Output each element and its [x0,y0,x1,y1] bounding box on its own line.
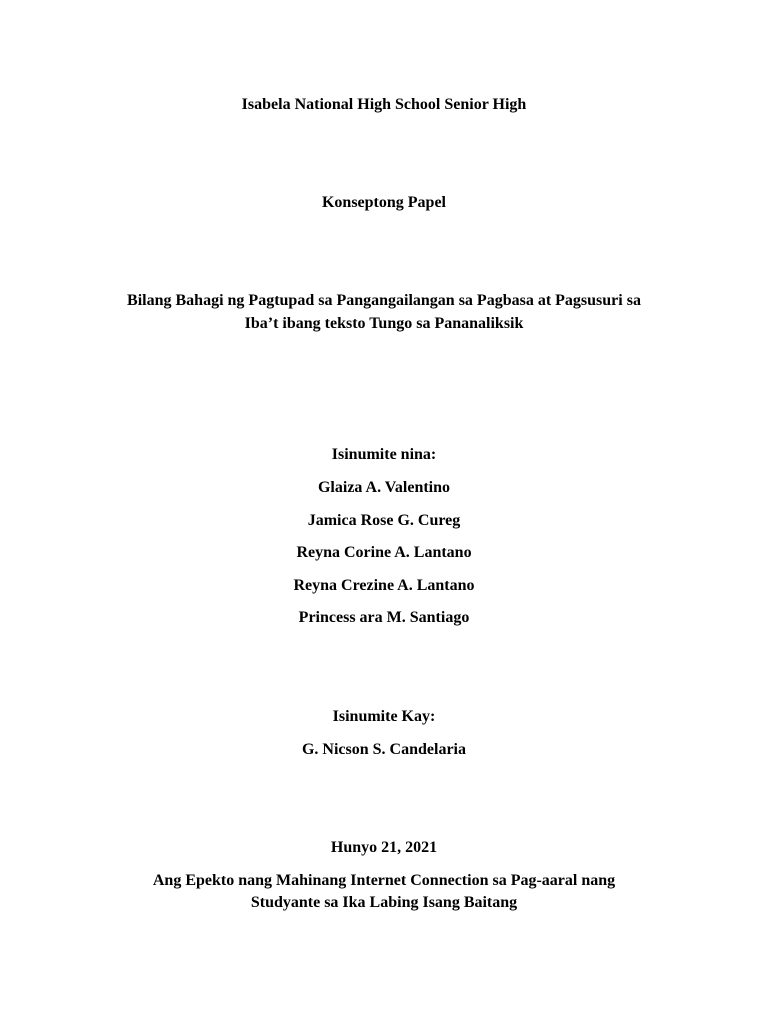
school-name: Isabela National High School Senior High [241,96,527,113]
submitted-to-label: Isinumite Kay: [332,708,436,725]
author-name: Glaiza A. Valentino [317,479,451,496]
author-name: Reyna Crezine A. Lantano [293,577,475,594]
purpose-line-2: Iba’t ibang teksto Tungo sa Pananaliksik [244,315,524,332]
adviser-name: G. Nicson S. Candelaria [301,741,466,758]
purpose-line-1: Bilang Bahagi ng Pagtupad sa Pangangailangan sa Pagbasa at Pagsusuri sa [127,292,641,309]
author-name: Reyna Corine A. Lantano [296,544,472,561]
submission-date: Hunyo 21, 2021 [330,839,438,856]
document-type: Konseptong Papel [321,194,446,211]
author-name: Jamica Rose G. Cureg [307,512,461,529]
author-name: Princess ara M. Santiago [298,609,470,626]
research-title-line-1: Ang Epekto nang Mahinang Internet Connection sa Pag-aaral nang [152,872,616,889]
submitted-by-label: Isinumite nina: [331,446,437,463]
research-title-line-2: Studyante sa Ika Labing Isang Baitang [250,894,518,911]
